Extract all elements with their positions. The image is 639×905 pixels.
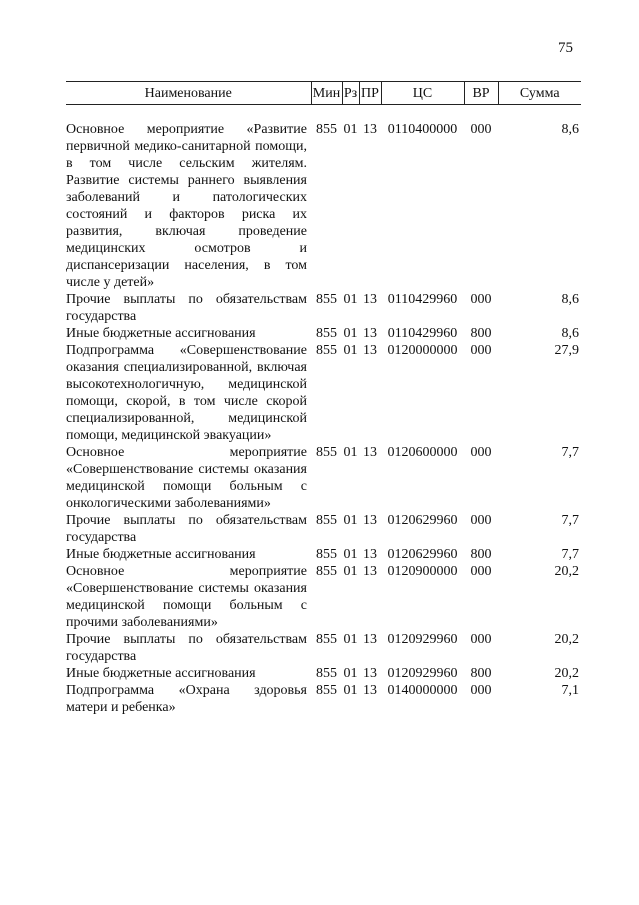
row-sum: 8,6 bbox=[561, 122, 579, 137]
row-cs: 0110400000 bbox=[387, 122, 458, 137]
header-pr: ПР bbox=[359, 82, 381, 105]
row-min: 855 bbox=[316, 666, 337, 681]
row-pr: 13 bbox=[363, 326, 377, 341]
table-row bbox=[66, 631, 581, 665]
row-rz: 01 bbox=[343, 513, 358, 528]
row-vr: 000 bbox=[470, 632, 492, 647]
row-min: 855 bbox=[316, 445, 337, 460]
table-row bbox=[66, 682, 581, 716]
table-row bbox=[66, 665, 581, 682]
budget-table bbox=[66, 81, 581, 716]
row-sum: 8,6 bbox=[561, 326, 579, 341]
row-sum: 8,6 bbox=[561, 292, 579, 307]
row-vr: 800 bbox=[470, 666, 492, 681]
row-name: Прочие выплаты по обязательствам государства bbox=[66, 292, 307, 324]
row-vr: 800 bbox=[470, 547, 492, 562]
header-name: Наименование bbox=[66, 82, 311, 105]
row-rz: 01 bbox=[343, 683, 358, 698]
row-min: 855 bbox=[316, 343, 337, 358]
row-cs: 0120900000 bbox=[387, 564, 458, 579]
row-min: 855 bbox=[316, 564, 337, 579]
row-sum: 20,2 bbox=[554, 632, 579, 647]
row-vr: 000 bbox=[470, 292, 492, 307]
row-rz: 01 bbox=[343, 666, 358, 681]
row-name: Иные бюджетные ассигнования bbox=[66, 666, 256, 681]
row-cs: 0120000000 bbox=[387, 343, 458, 358]
table-row bbox=[66, 546, 581, 563]
row-name: Иные бюджетные ассигнования bbox=[66, 547, 256, 562]
row-pr: 13 bbox=[363, 683, 377, 698]
table-row bbox=[66, 563, 581, 631]
header-sum: Сумма bbox=[498, 82, 581, 105]
row-pr: 13 bbox=[363, 343, 377, 358]
row-sum: 7,7 bbox=[561, 547, 579, 562]
row-sum: 20,2 bbox=[554, 666, 579, 681]
row-min: 855 bbox=[316, 326, 337, 341]
row-sum: 27,9 bbox=[554, 343, 579, 358]
row-name: Иные бюджетные ассигнования bbox=[66, 326, 256, 341]
row-name: Основное мероприятие «Развитие первичной медико-санитарной помощи, в том числе сельским жителям. Развитие системы раннего выявления заболеваний и патологических состояний и факторов риска их развития, включая проведение медицинских осмотров и диспансеризации населения, в том числе у детей» bbox=[66, 122, 307, 290]
row-vr: 000 bbox=[470, 683, 492, 698]
row-rz: 01 bbox=[343, 122, 358, 137]
row-pr: 13 bbox=[363, 547, 377, 562]
row-sum: 7,7 bbox=[561, 445, 579, 460]
table-row bbox=[66, 444, 581, 512]
row-rz: 01 bbox=[343, 326, 358, 341]
row-pr: 13 bbox=[363, 445, 377, 460]
row-cs: 0120629960 bbox=[387, 547, 458, 562]
row-vr: 800 bbox=[470, 326, 492, 341]
row-cs: 0120600000 bbox=[387, 445, 458, 460]
row-cs: 0120629960 bbox=[387, 513, 458, 528]
row-name: Прочие выплаты по обязательствам государства bbox=[66, 632, 307, 664]
row-min: 855 bbox=[316, 547, 337, 562]
row-name: Прочие выплаты по обязательствам государства bbox=[66, 513, 307, 545]
row-cs: 0120929960 bbox=[387, 632, 458, 647]
row-vr: 000 bbox=[470, 445, 492, 460]
header-vr: ВР bbox=[464, 82, 498, 105]
row-vr: 000 bbox=[470, 122, 492, 137]
row-sum: 20,2 bbox=[554, 564, 579, 579]
row-cs: 0140000000 bbox=[387, 683, 458, 698]
row-name: Подпрограмма «Охрана здоровья матери и ребенка» bbox=[66, 683, 307, 715]
row-rz: 01 bbox=[343, 292, 358, 307]
row-pr: 13 bbox=[363, 564, 377, 579]
row-rz: 01 bbox=[343, 445, 358, 460]
row-cs: 0120929960 bbox=[387, 666, 458, 681]
table-row bbox=[66, 121, 581, 291]
row-pr: 13 bbox=[363, 513, 377, 528]
row-cs: 0110429960 bbox=[387, 326, 458, 341]
row-vr: 000 bbox=[470, 513, 492, 528]
row-sum: 7,7 bbox=[561, 513, 579, 528]
row-cs: 0110429960 bbox=[387, 292, 458, 307]
row-min: 855 bbox=[316, 292, 337, 307]
table-header-row bbox=[66, 82, 581, 105]
row-pr: 13 bbox=[363, 292, 377, 307]
table-row bbox=[66, 342, 581, 444]
row-vr: 000 bbox=[470, 343, 492, 358]
table-row bbox=[66, 291, 581, 325]
row-pr: 13 bbox=[363, 632, 377, 647]
row-min: 855 bbox=[316, 683, 337, 698]
row-vr: 000 bbox=[470, 564, 492, 579]
row-name: Подпрограмма «Совершенствование оказания специализированной, включая высокотехнологичную, медицинской помощи, скорой, в том числе скорой специализированной, медицинской помощи, медицинской эвакуации» bbox=[66, 343, 307, 443]
row-name: Основное мероприятие «Совершенствование системы оказания медицинской помощи больным с прочими заболеваниями» bbox=[66, 564, 307, 630]
header-min: Мин bbox=[311, 82, 342, 105]
row-min: 855 bbox=[316, 122, 337, 137]
row-rz: 01 bbox=[343, 632, 358, 647]
row-rz: 01 bbox=[343, 343, 358, 358]
page-number: 75 bbox=[558, 40, 573, 56]
table-row bbox=[66, 325, 581, 342]
row-sum: 7,1 bbox=[561, 683, 579, 698]
row-name: Основное мероприятие «Совершенствование системы оказания медицинской помощи больным с онкологическими заболеваниями» bbox=[66, 445, 307, 511]
table-row bbox=[66, 512, 581, 546]
row-pr: 13 bbox=[363, 122, 377, 137]
row-pr: 13 bbox=[363, 666, 377, 681]
row-rz: 01 bbox=[343, 547, 358, 562]
header-cs: ЦС bbox=[381, 82, 464, 105]
row-rz: 01 bbox=[343, 564, 358, 579]
row-min: 855 bbox=[316, 632, 337, 647]
header-spacer bbox=[66, 105, 581, 122]
header-rz: Рз bbox=[342, 82, 359, 105]
row-min: 855 bbox=[316, 513, 337, 528]
